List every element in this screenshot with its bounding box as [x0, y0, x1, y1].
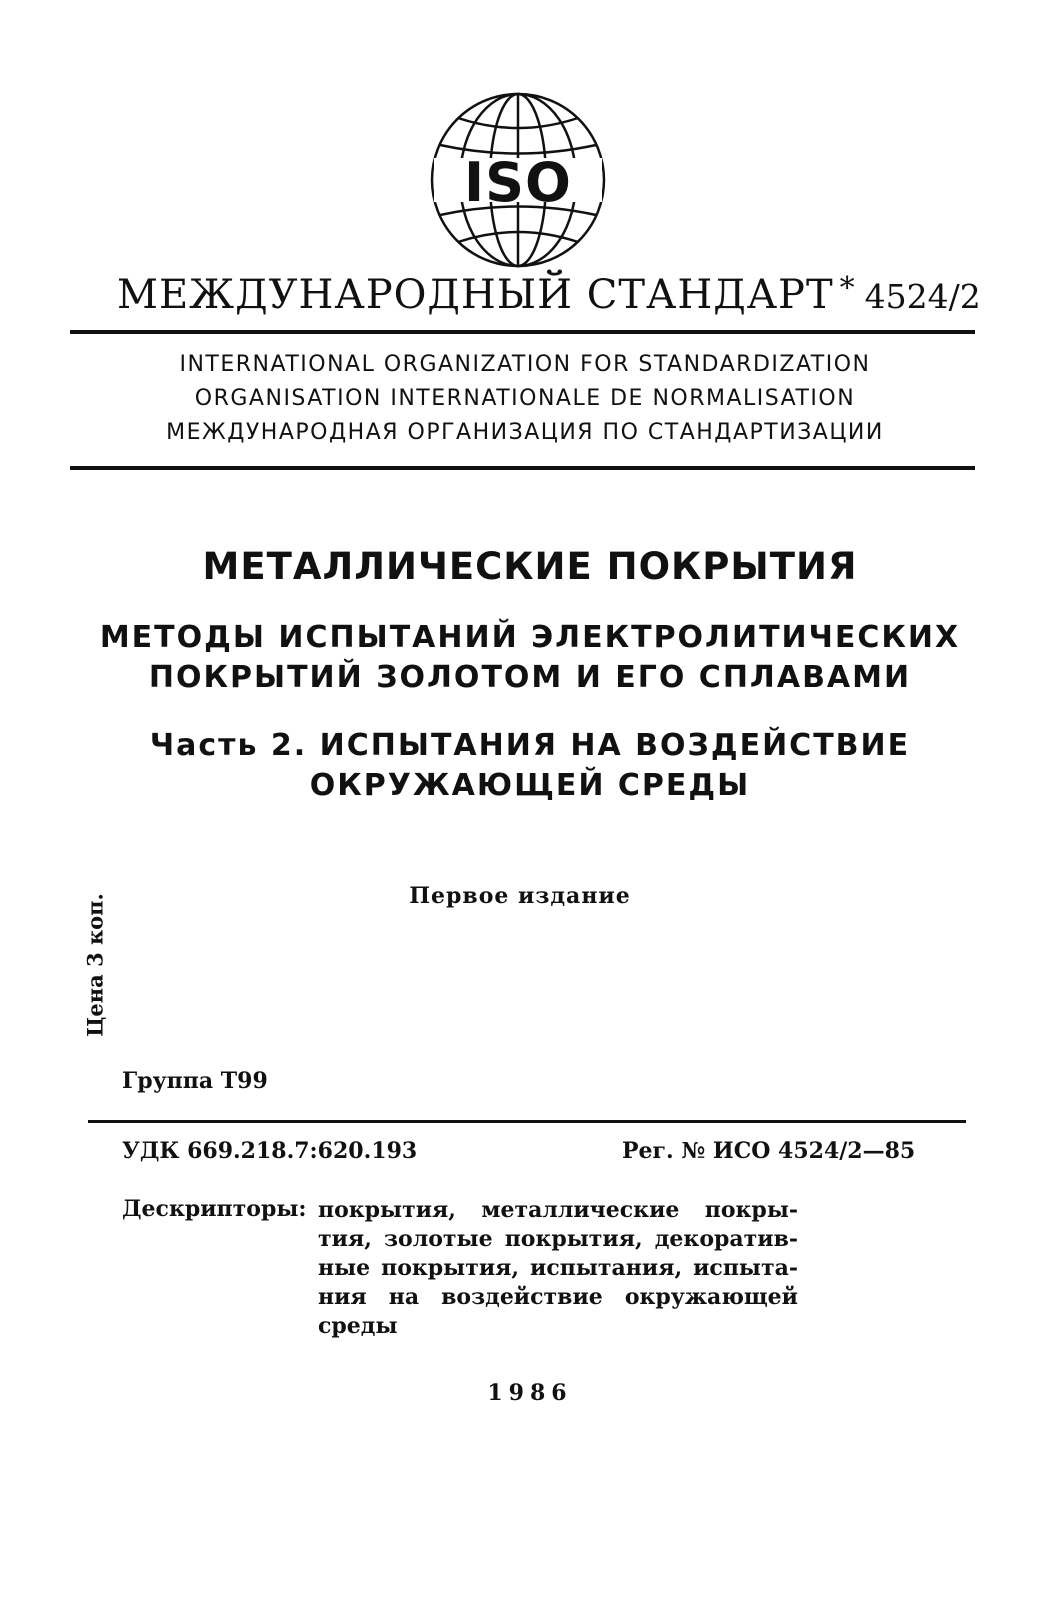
standard-number: 4524/2: [864, 277, 981, 316]
header-rule-top: [70, 330, 975, 334]
price-label: [80, 893, 110, 1037]
standard-title: МЕЖДУНАРОДНЫЙ СТАНДАРТ: [117, 272, 834, 318]
price-text: Цена 3 коп.: [82, 893, 108, 1037]
descriptors-line: ния на воздействие окружающей: [318, 1284, 798, 1310]
descriptors-line: покрытия, металлические покры-: [318, 1197, 798, 1223]
group-label: Группа Т99: [122, 1068, 268, 1094]
registration-number: Рег. № ИСО 4524/2—85: [622, 1138, 916, 1164]
descriptors-line: среды: [318, 1313, 398, 1339]
iso-logo-text: ISO: [464, 151, 572, 214]
descriptors-list: [318, 1196, 798, 1341]
document-subtitle-line: МЕТОДЫ ИСПЫТАНИЙ ЭЛЕКТРОЛИТИЧЕСКИХ: [99, 620, 961, 655]
document-part-line: ОКРУЖАЮЩЕЙ СРЕДЫ: [309, 768, 751, 803]
org-name-en: INTERNATIONAL ORGANIZATION FOR STANDARDIZATION: [179, 352, 871, 377]
standard-header: [117, 271, 981, 332]
publication-year: 1986: [487, 1380, 573, 1406]
descriptors-line: тия, золотые покрытия, декоратив-: [318, 1226, 798, 1252]
udk-code: УДК 669.218.7:620.193: [122, 1138, 418, 1164]
descriptors-label: Дескрипторы:: [122, 1196, 307, 1222]
edition-label: Первое издание: [409, 883, 631, 909]
document-part-line: Часть 2. ИСПЫТАНИЯ НА ВОЗДЕЙСТВИЕ: [149, 728, 911, 763]
footer-rule: [88, 1120, 966, 1123]
document-subtitle-line: ПОКРЫТИЙ ЗОЛОТОМ И ЕГО СПЛАВАМИ: [148, 660, 912, 695]
header-rule-bottom: [70, 466, 975, 470]
document-title: МЕТАЛЛИЧЕСКИЕ ПОКРЫТИЯ: [202, 545, 858, 588]
descriptors-line: ные покрытия, испытания, испыта-: [318, 1255, 798, 1281]
org-name-fr: ORGANISATION INTERNATIONALE DE NORMALISATION: [194, 386, 856, 411]
org-name-ru: МЕЖДУНАРОДНАЯ ОРГАНИЗАЦИЯ ПО СТАНДАРТИЗАЦИИ: [166, 420, 884, 445]
iso-globe-logo: [428, 90, 608, 270]
asterisk-mark: *: [839, 271, 855, 306]
